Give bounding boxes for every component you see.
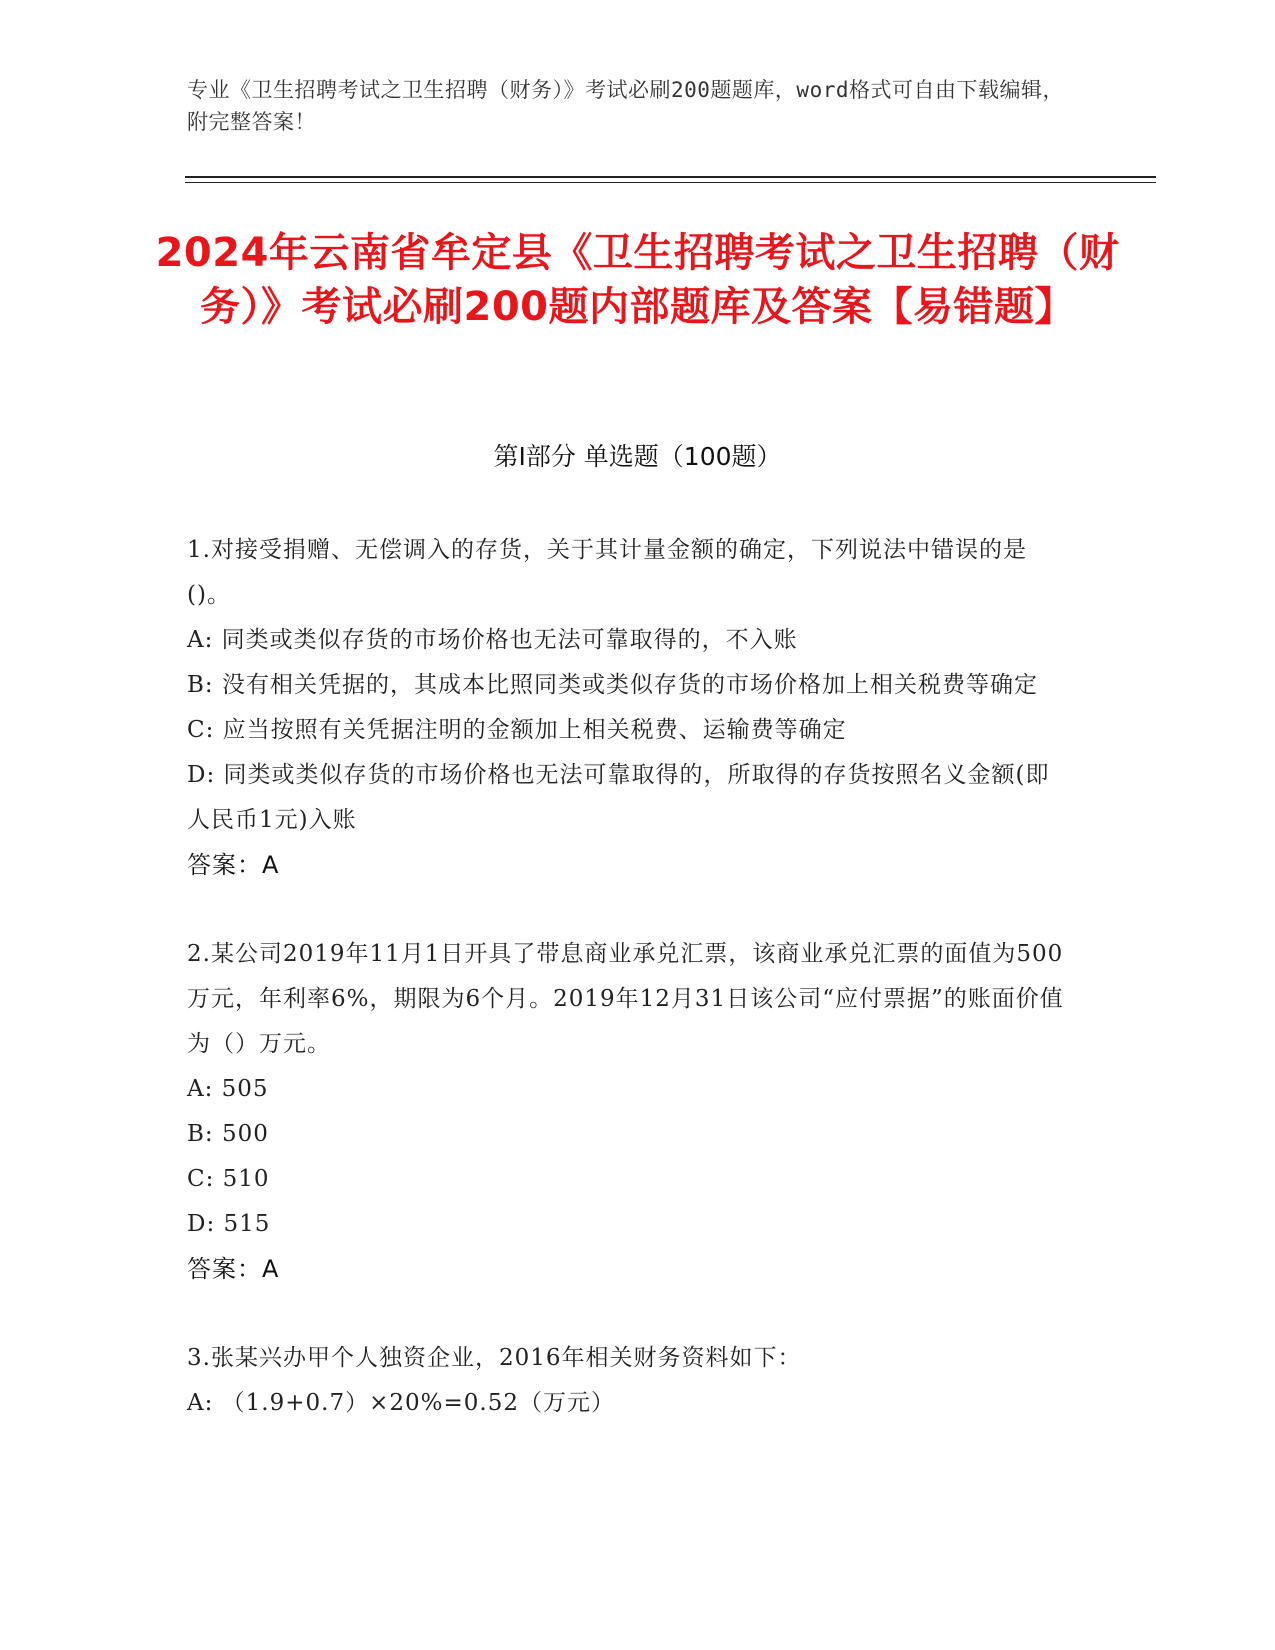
option-b: B: 500 (187, 1121, 269, 1147)
option-d: D: 同类或类似存货的市场价格也无法可靠取得的，所取得的存货按照名义金额(即人民币1元)入账 (187, 762, 1050, 833)
header-divider-thin (185, 182, 1156, 183)
option-a: A: 同类或类似存货的市场价格也无法可靠取得的，不入账 (187, 627, 798, 653)
header-note: 专业《卫生招聘考试之卫生招聘（财务）》考试必刷200题题库，word格式可自由下载编辑，附完整答案！ (187, 78, 1064, 134)
answer-label: 答案：A (187, 1255, 280, 1283)
question-1 (187, 528, 1067, 888)
option-b: B: 没有相关凭据的，其成本比照同类或类似存货的市场价格加上相关税费等确定 (187, 672, 1038, 698)
section-heading: 第Ⅰ部分 单选题（100题） (493, 442, 782, 471)
option-c: C: 应当按照有关凭据注明的金额加上相关税费、运输费等确定 (187, 717, 847, 743)
question-2 (187, 932, 1067, 1292)
question-stem: 2.某公司2019年11月1日开具了带息商业承兑汇票，该商业承兑汇票的面值为500万元，年利率6%，期限为6个月。2019年12月31日该公司“应付票据”的账面价值为（）万元。 (187, 941, 1064, 1057)
option-d: D: 515 (187, 1211, 271, 1237)
question-3 (187, 1336, 1067, 1426)
document-title: 2024年云南省牟定县《卫生招聘考试之卫生招聘（财务）》考试必刷200题内部题库及答案【易错题】 (155, 230, 1120, 330)
question-stem: 3.张某兴办甲个人独资企业，2016年相关财务资料如下： (187, 1345, 802, 1371)
question-stem: 1.对接受捐赠、无偿调入的存货，关于其计量金额的确定，下列说法中错误的是()。 (187, 537, 1027, 608)
header-divider-thick (185, 176, 1156, 178)
option-a: A: （1.9+0.7）×20%=0.52（万元） (187, 1390, 615, 1416)
question-list (187, 528, 1067, 1470)
option-a: A: 505 (187, 1076, 269, 1102)
option-c: C: 510 (187, 1166, 270, 1192)
answer-label: 答案：A (187, 851, 280, 879)
